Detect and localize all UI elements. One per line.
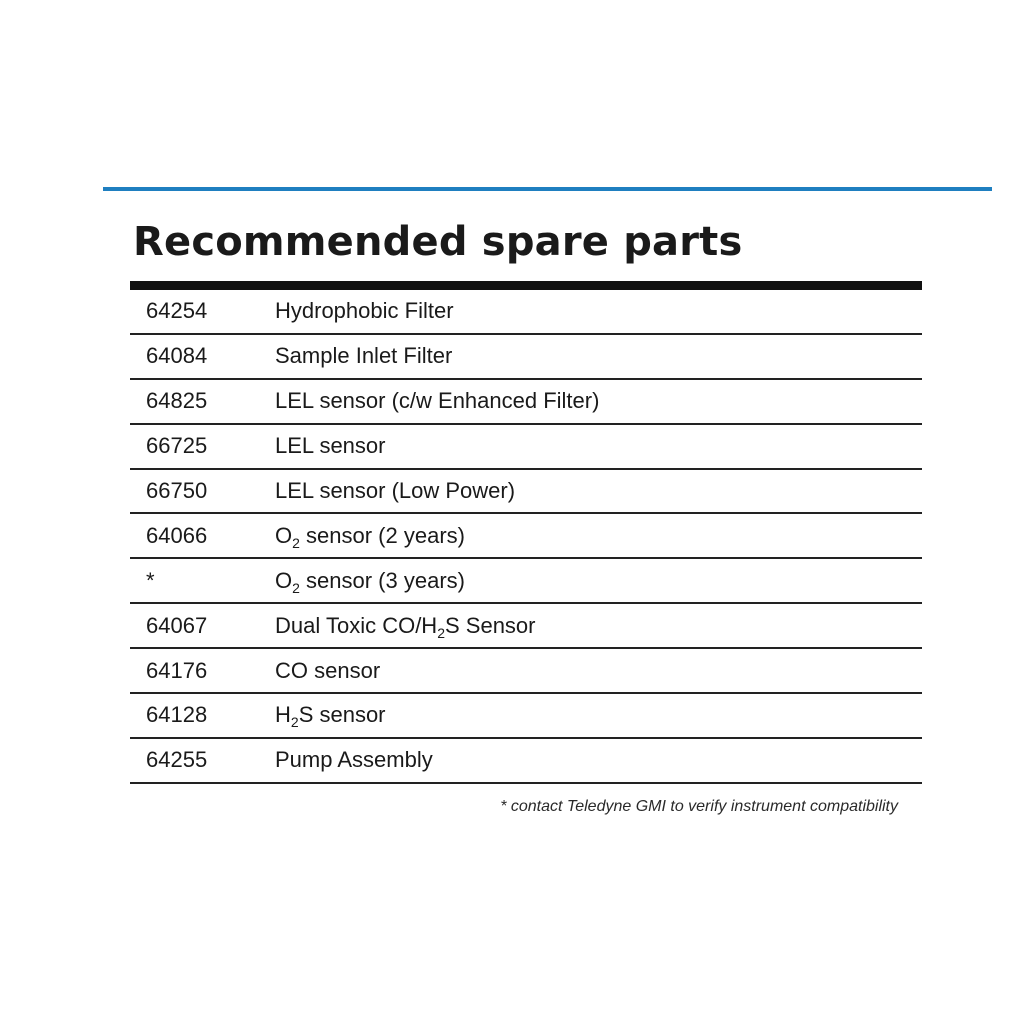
part-number: 64128 (146, 702, 208, 728)
table-row (130, 470, 922, 515)
table-row (130, 380, 922, 425)
part-number: * (146, 567, 155, 593)
part-description: LEL sensor (275, 433, 386, 459)
part-number: 64084 (146, 343, 208, 369)
part-description: Hydrophobic Filter (275, 298, 454, 324)
part-description-text: sensor (2 years) (299, 522, 465, 548)
part-number: 66725 (146, 433, 208, 459)
part-number: 64066 (146, 522, 208, 548)
part-description-text: O (275, 522, 293, 548)
part-description: Sample Inlet Filter (275, 343, 453, 369)
table-row (130, 559, 922, 604)
part-description: Pump Assembly (275, 747, 433, 773)
part-number: 64255 (146, 747, 208, 773)
part-number: 64254 (146, 298, 208, 324)
subscript: 2 (292, 579, 300, 596)
table-row (130, 694, 922, 739)
table-row (130, 649, 922, 694)
part-number: 64176 (146, 657, 208, 683)
part-description: CO sensor (275, 657, 381, 683)
page-title: Recommended spare parts (133, 219, 743, 265)
part-description-text: O (275, 567, 293, 593)
part-number: 64067 (146, 612, 208, 638)
part-number: 66750 (146, 478, 208, 503)
part-description-text: S Sensor (445, 612, 536, 638)
table-row (130, 335, 922, 380)
part-description (275, 702, 386, 731)
table-row (130, 514, 922, 559)
table-row (130, 425, 922, 470)
part-number: 64825 (146, 388, 208, 414)
part-description (275, 613, 536, 639)
table-row (130, 739, 922, 784)
part-description-text: H (275, 702, 291, 728)
subscript: 2 (292, 534, 300, 551)
part-description (275, 568, 465, 594)
subscript: 2 (290, 714, 299, 731)
part-description-text: Dual Toxic CO/H (275, 612, 438, 638)
footnote: * contact Teledyne GMI to verify instrument compatibility (500, 798, 898, 815)
table-row (130, 290, 922, 335)
part-description-text: sensor (3 years) (299, 567, 465, 593)
table-header-rule (130, 281, 922, 290)
spare-parts-table (130, 290, 922, 784)
part-description (275, 523, 465, 549)
top-accent-rule (103, 187, 992, 191)
part-description: LEL sensor (Low Power) (275, 478, 516, 503)
part-description: LEL sensor (c/w Enhanced Filter) (275, 388, 600, 414)
subscript: 2 (437, 624, 445, 641)
part-description-text: S sensor (298, 702, 386, 728)
table-row (130, 604, 922, 649)
